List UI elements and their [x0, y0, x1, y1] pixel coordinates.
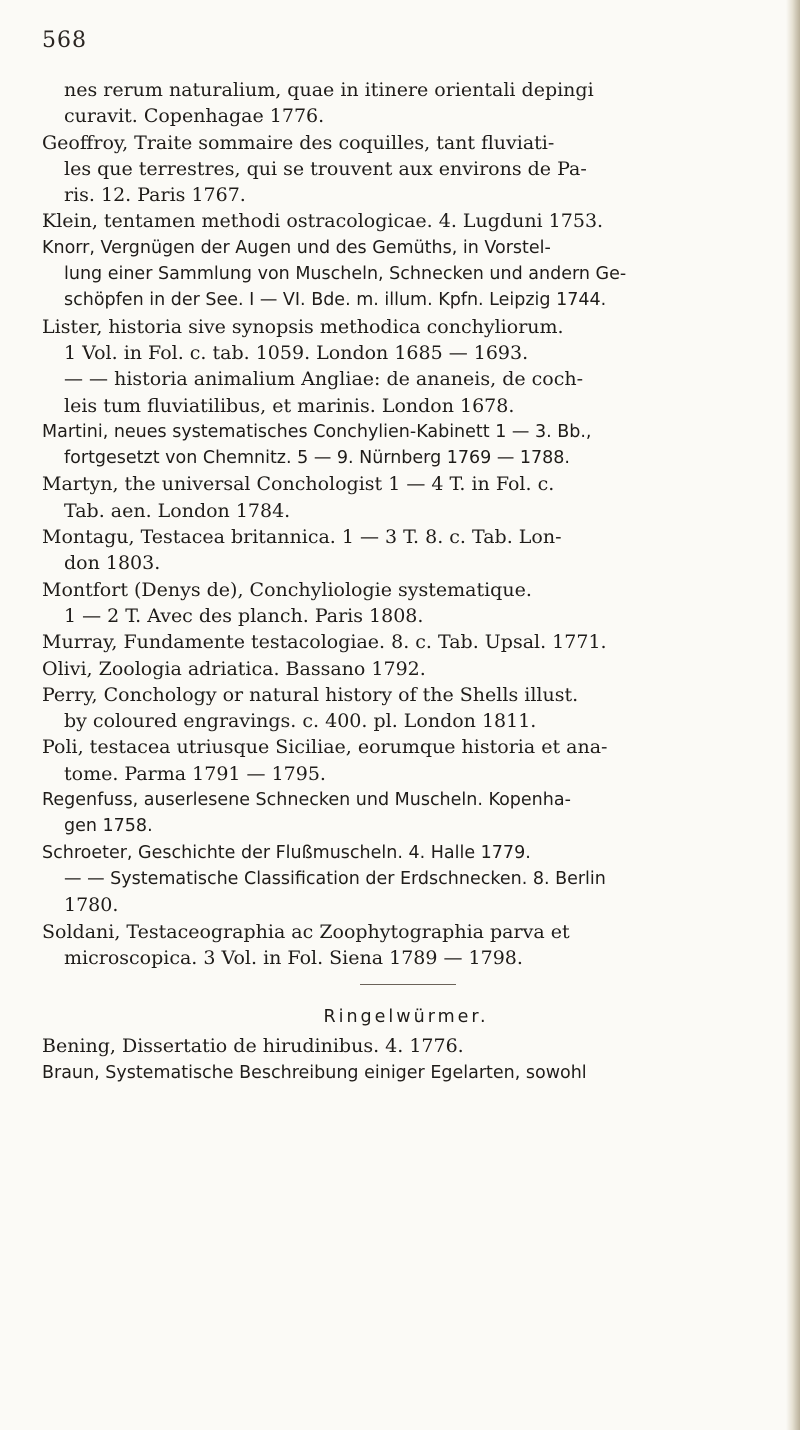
text-line: — — historia animalium Angliae: de ananeis, de coch- [64, 368, 584, 391]
bibliography-entries [42, 77, 770, 971]
text-line: 1780. [64, 894, 119, 917]
text-line: ris. 12. Paris 1767. [64, 184, 246, 207]
section-entries [42, 1033, 770, 1086]
text-line: Geoffroy, Traite sommaire des coquilles, tant fluviati- [42, 131, 555, 154]
text-line: Poli, testacea utriusque Siciliae, eorumque historia et ana- [42, 736, 608, 759]
text-line: lung einer Sammlung von Muscheln, Schnecken und andern Ge- [64, 264, 627, 285]
text-line: les que terrestres, qui se trouvent aux environs de Pa- [64, 157, 587, 180]
text-line: Braun, Systematische Beschreibung einiger Egelarten, sowohl [42, 1062, 587, 1083]
text-line: gen 1758. [64, 816, 153, 837]
text-line: Lister, historia sive synopsis methodica conchyliorum. [42, 315, 564, 338]
text-line: microscopica. 3 Vol. in Fol. Siena 1789 — 1798. [64, 946, 523, 969]
section-heading: Ringelwürmer. [323, 1007, 489, 1028]
text-line: Tab. aen. London 1784. [64, 499, 291, 522]
page-edge [786, 0, 800, 1430]
text-line: Murray, Fundamente testacologiae. 8. c. Tab. Upsal. 1771. [42, 631, 607, 654]
text-line: tome. Parma 1791 — 1795. [64, 762, 326, 785]
text-line: Schroeter, Geschichte der Flußmuscheln. 4. Halle 1779. [42, 842, 531, 863]
text-line: leis tum fluviatilibus, et marinis. London 1678. [64, 394, 515, 417]
text-line: nes rerum naturalium, quae in itinere orientali depingi [64, 79, 594, 101]
text-line: fortgesetzt von Chemnitz. 5 — 9. Nürnberg 1769 — 1788. [64, 448, 570, 469]
text-line: Martyn, the universal Conchologist 1 — 4 T. in Fol. c. [42, 473, 555, 496]
text-line: — — Systematische Classification der Erdschnecken. 8. Berlin [64, 868, 606, 889]
text-line: Knorr, Vergnügen der Augen und des Gemüths, in Vorstel- [42, 237, 551, 258]
text-line: don 1803. [64, 552, 161, 575]
text-line: Montagu, Testacea britannica. 1 — 3 T. 8. c. Tab. Lon- [42, 526, 562, 549]
section-separator [42, 971, 770, 997]
page-number: 568 [42, 28, 87, 53]
text-line: 1 — 2 T. Avec des planch. Paris 1808. [64, 604, 424, 627]
text-line: by coloured engravings. c. 400. pl. London 1811. [64, 710, 537, 733]
text-line: Martini, neues systematisches Conchylien-Kabinett 1 — 3. Bb., [42, 421, 592, 442]
text-line: Montfort (Denys de), Conchyliologie systematique. [42, 578, 532, 601]
text-line: Klein, tentamen methodi ostracologicae. 4. Lugduni 1753. [42, 210, 604, 233]
text-line: 1 Vol. in Fol. c. tab. 1059. London 1685 — 1693. [64, 341, 529, 364]
text-line: Soldani, Testaceographia ac Zoophytographia parva et [42, 920, 570, 943]
bibliography-text [42, 77, 770, 1086]
text-line: Olivi, Zoologia adriatica. Bassano 1792. [42, 657, 426, 680]
text-line: Bening, Dissertatio de hirudinibus. 4. 1776. [42, 1035, 464, 1058]
text-line: curavit. Copenhagae 1776. [64, 105, 325, 128]
text-line: schöpfen in der See. I — VI. Bde. m. illum. Kpfn. Leipzig 1744. [64, 290, 607, 311]
text-line: Regenfuss, auserlesene Schnecken und Muscheln. Kopenha- [42, 790, 571, 811]
text-line: Perry, Conchology or natural history of the Shells illust. [42, 683, 579, 706]
